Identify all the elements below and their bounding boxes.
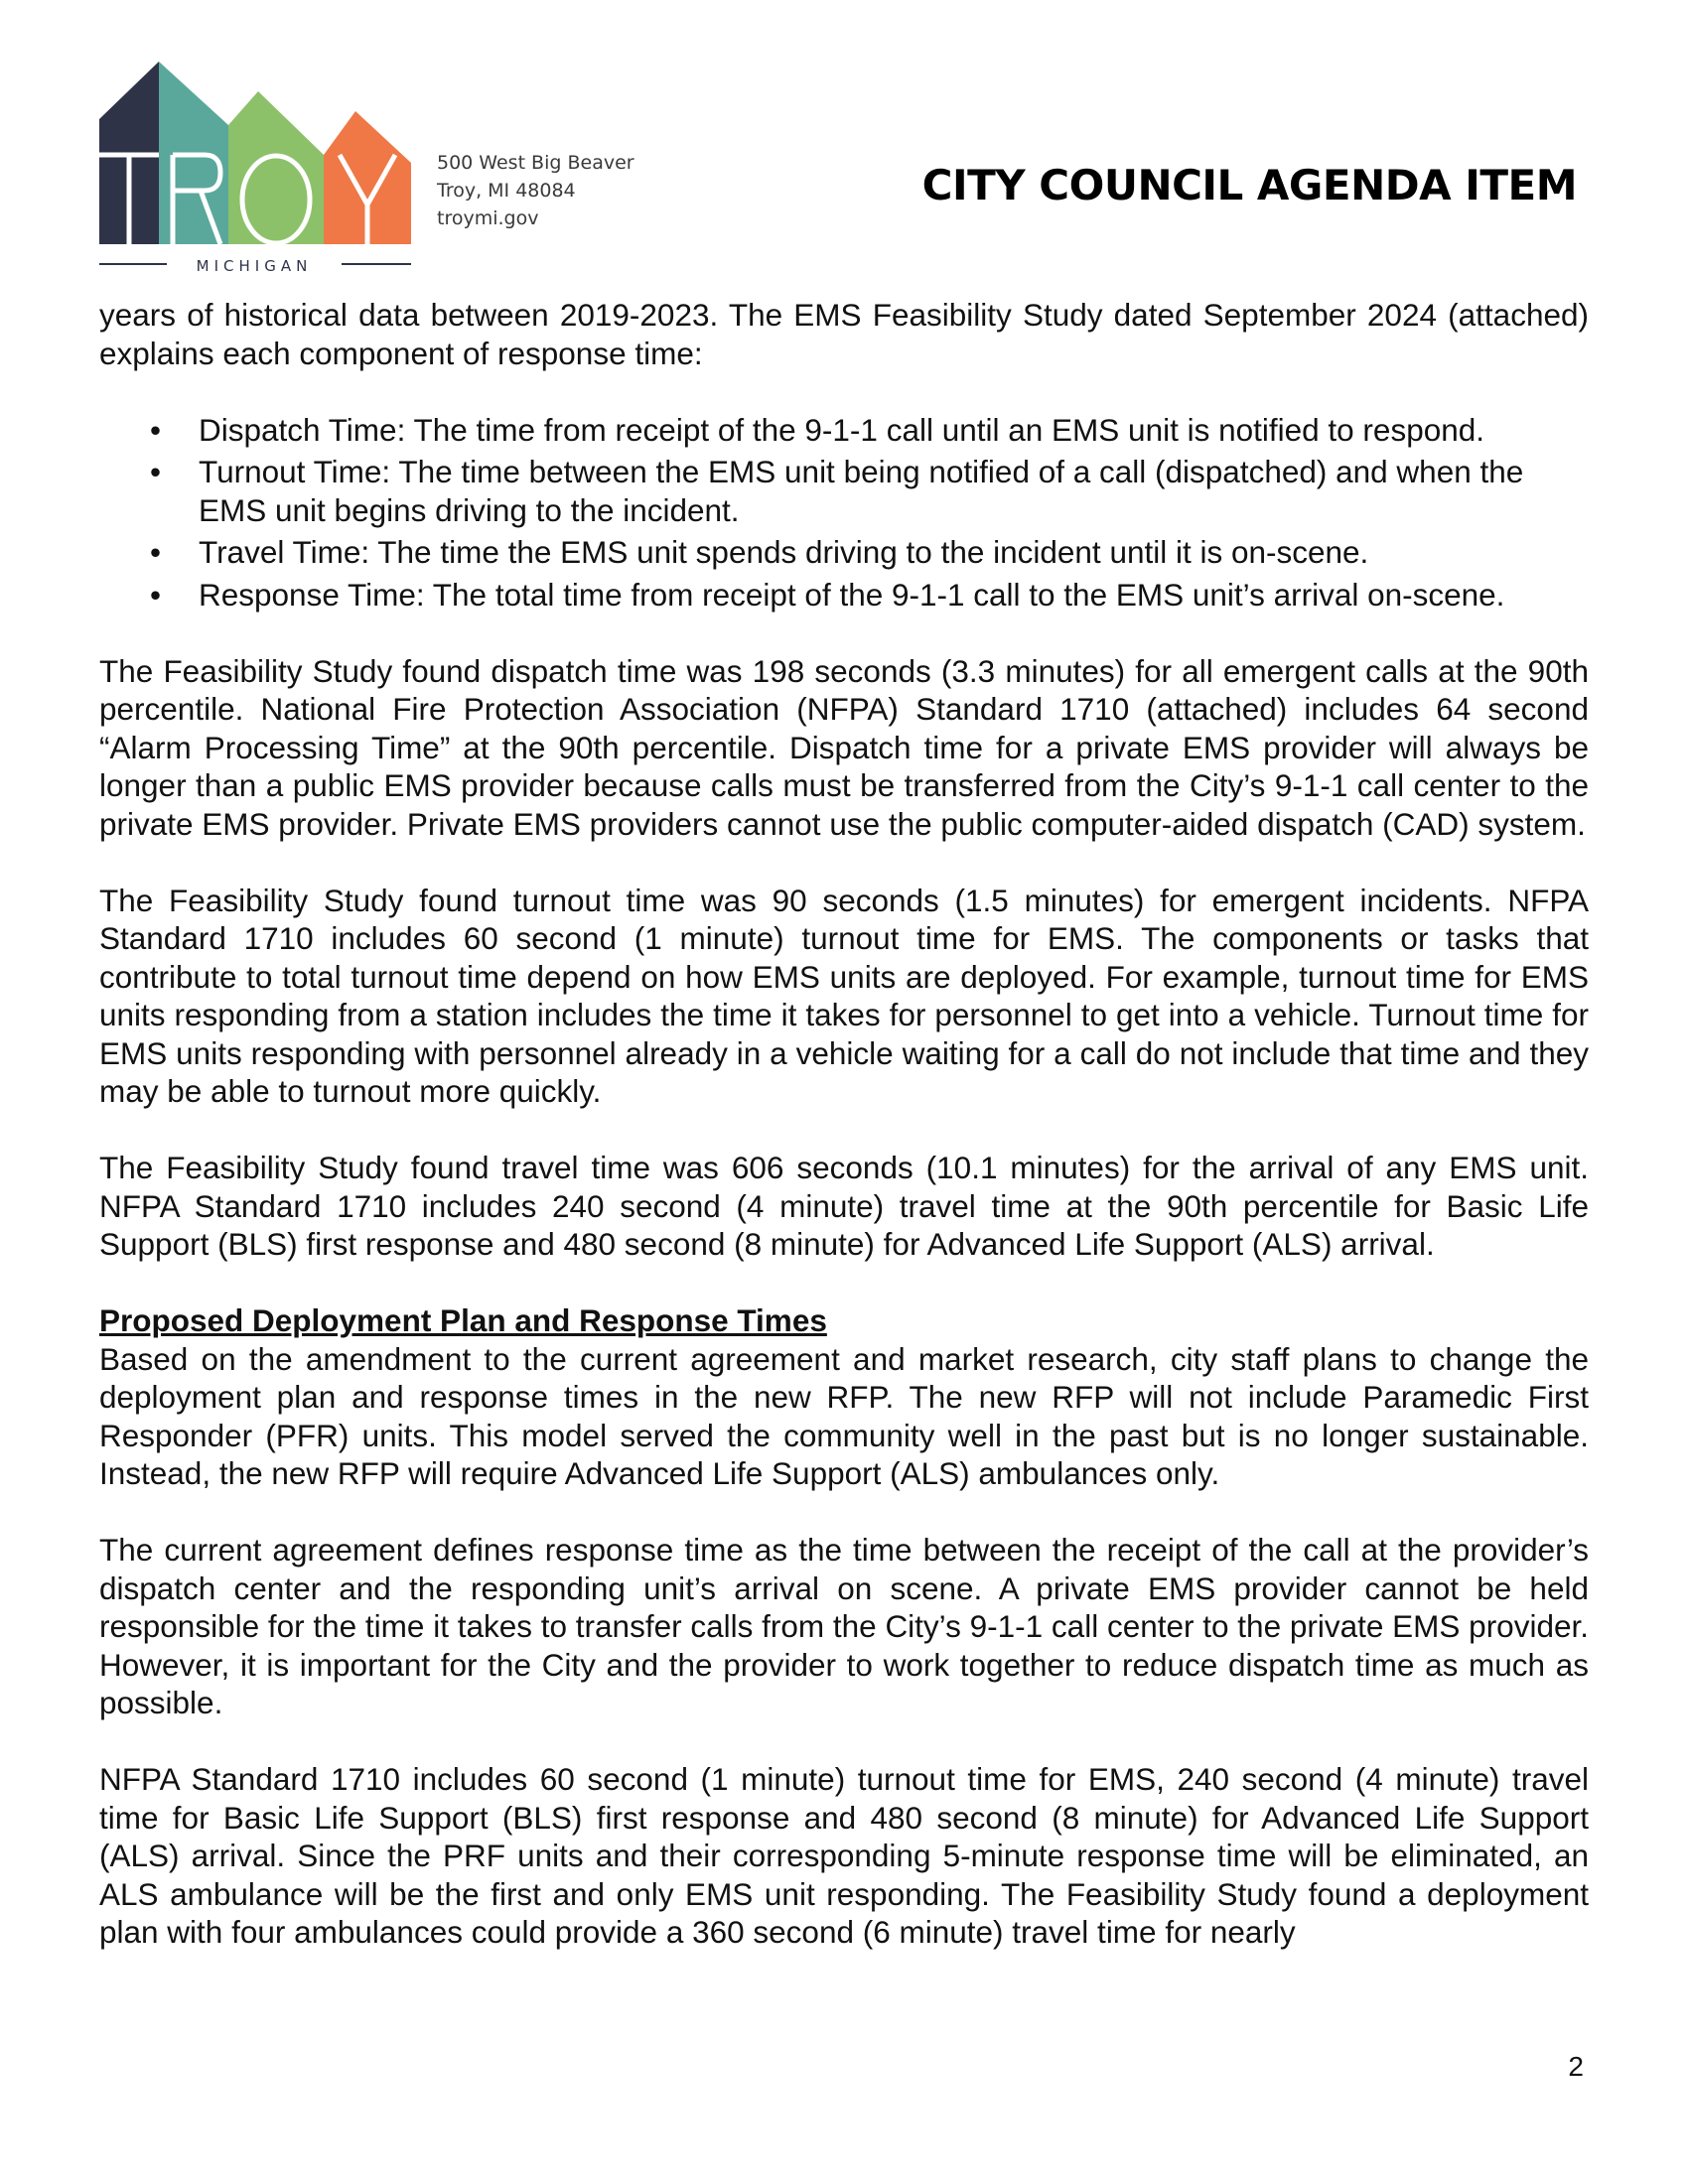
address-line-1: 500 West Big Beaver bbox=[437, 152, 634, 174]
list-item: • Travel Time: The time the EMS unit spends driving to the incident until it is on-scene. bbox=[199, 533, 1589, 572]
list-item: • Dispatch Time: The time from receipt of the 9-1-1 call until an EMS unit is notified to respond. bbox=[199, 411, 1589, 450]
document-body bbox=[99, 296, 1589, 1989]
deployment-plan-paragraph: Based on the amendment to the current agreement and market research, city staff plans to change the deployment plan and response times in the new RFP. The new RFP will not include Paramedic First Responder (PFR) units. This model served the community well in the past but is no longer sustainable. Instead, the new RFP will require Advanced Life Support (ALS) ambulances only. bbox=[99, 1340, 1589, 1491]
response-time-components-list bbox=[99, 411, 1589, 614]
agenda-title: CITY COUNCIL AGENDA ITEM bbox=[921, 161, 1577, 209]
page-number: 2 bbox=[1568, 2051, 1584, 2082]
turnout-time-paragraph: The Feasibility Study found turnout time was 90 seconds (1.5 minutes) for emergent incidents. NFPA Standard 1710 includes 60 second (1 minute) turnout time for EMS. The components or tasks that contribute to total turnout time depend on how EMS units are deployed. For example, turnout time for EMS units responding from a station includes the time it takes for personnel to get into a vehicle. Turnout time for EMS units responding with personnel already in a vehicle waiting for a call do not include that time and they may be able to turnout more quickly. bbox=[99, 882, 1589, 1109]
nfpa-standard-paragraph: NFPA Standard 1710 includes 60 second (1 minute) turnout time for EMS, 240 second (4 minute) travel time for Basic Life Support (BLS) first response and 480 second (8 minute) for Advanced Life Support (ALS) arrival. Since the PRF units and their corresponding 5-minute response time will be eliminated, an ALS ambulance will be the first and only EMS unit responding. The Feasibility Study found a deployment plan with four ambulances could provide a 360 second (6 minute) travel time for nearly bbox=[99, 1761, 1589, 1950]
page-header bbox=[0, 0, 1688, 278]
logo-subtext: MICHIGAN bbox=[196, 257, 313, 274]
dispatch-time-paragraph: The Feasibility Study found dispatch time was 198 seconds (3.3 minutes) for all emergent calls at the 90th percentile. National Fire Protection Association (NFPA) Standard 1710 (attached) includes 64 second “Alarm Processing Time” at the 90th percentile. Dispatch time for a private EMS provider will always be longer than a public EMS provider because calls must be transferred from the City’s 9-1-1 call center to the private EMS provider. Private EMS providers cannot use the public computer-aided dispatch (CAD) system. bbox=[99, 652, 1589, 842]
city-address bbox=[437, 149, 634, 232]
section-heading: Proposed Deployment Plan and Response Times bbox=[99, 1302, 827, 1338]
address-line-2: Troy, MI 48084 bbox=[437, 180, 576, 202]
intro-paragraph: years of historical data between 2019-2023. The EMS Feasibility Study dated September 2024 (attached) explains each component of response time: bbox=[99, 297, 1589, 371]
response-time-definition-paragraph: The current agreement defines response time as the time between the receipt of the call at the provider’s dispatch center and the responding unit’s arrival on scene. A private EMS provider cannot be held responsible for the time it takes to transfer calls from the City’s 9-1-1 call center to the private EMS provider. However, it is important for the City and the provider to work together to reduce dispatch time as much as possible. bbox=[99, 1532, 1589, 1720]
troy-logo bbox=[97, 56, 415, 274]
travel-time-paragraph: The Feasibility Study found travel time was 606 seconds (10.1 minutes) for the arrival of any EMS unit. NFPA Standard 1710 includes 240 second (4 minute) travel time at the 90th percentile for Basic Life Support (BLS) first response and 480 second (8 minute) for Advanced Life Support (ALS) arrival. bbox=[99, 1150, 1589, 1262]
website-text: troymi.gov bbox=[437, 207, 539, 229]
list-item: • Turnout Time: The time between the EMS unit being notified of a call (dispatched) and when the EMS unit begins driving to the incident. bbox=[199, 453, 1589, 529]
list-item: • Response Time: The total time from receipt of the 9-1-1 call to the EMS unit’s arrival on-scene. bbox=[199, 576, 1589, 614]
